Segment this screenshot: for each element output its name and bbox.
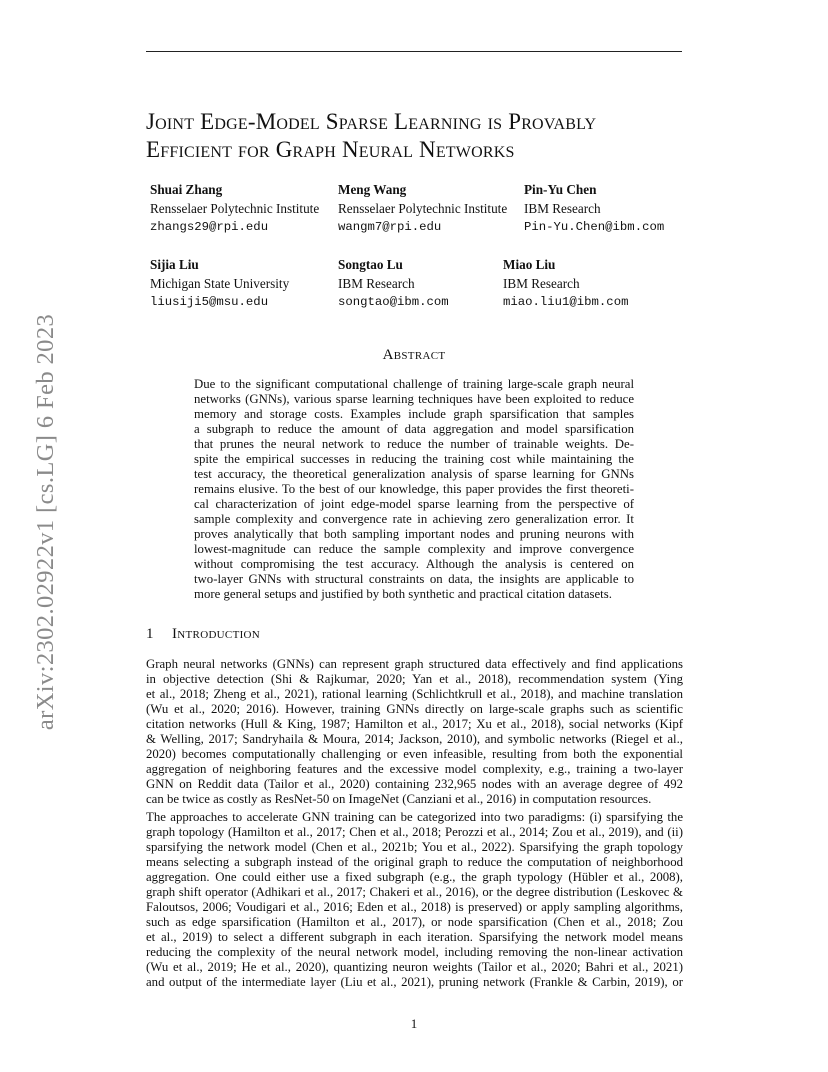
page-number: 1 — [410, 1016, 418, 1031]
paragraph-line: and output of the intermediate layer (Liu et al., 2021), pruning network (Frankle & Carbin, 2019), or — [146, 975, 683, 989]
abstract-body — [194, 377, 634, 602]
author-affiliation: IBM Research — [503, 275, 580, 291]
abstract-heading: Abstract — [382, 347, 446, 363]
intro-paragraph-2 — [146, 810, 683, 990]
abstract-line: lowest-magnitude can reduce the sample complexity and improve convergence — [194, 542, 634, 556]
author-name: Meng Wang — [338, 182, 407, 197]
paragraph-line: citation networks (Hull & King, 1987; Hamilton et al., 2017; Xu et al., 2018), social networks (Kipf — [146, 717, 683, 731]
paragraph-line: et al., 2018; Zheng et al., 2021), rational learning (Schlichtkrull et al., 2018), and machine translation — [146, 687, 683, 701]
paragraph-line: & Welling, 2017; Sandryhaila & Moura, 2014; Jackson, 2010), and symbolic networks (Riegel et al., — [146, 732, 683, 746]
section-heading — [146, 626, 260, 643]
author-affiliation: Rensselaer Polytechnic Institute — [150, 200, 320, 216]
paragraph-line: can be twice as costly as ResNet-50 on ImageNet (Canziani et al., 2016) in computation resources. — [146, 792, 652, 806]
paragraph-line: 2020) becomes computationally challenging or even infeasible, resulting from both the exponential — [146, 747, 683, 761]
paragraph-line: GNN on Reddit data (Tailor et al., 2020) containing 232,965 nodes with an average degree of 492 — [146, 777, 683, 791]
author-block — [524, 181, 664, 237]
paragraph-line: graph topology (Hamilton et al., 2017; Chen et al., 2018; Perozzi et al., 2014; Zou et al., 2019), and (ii) — [146, 825, 683, 839]
author-name: Sijia Liu — [150, 257, 199, 272]
paragraph-line: (Wu et al., 2020; 2016). However, training GNNs directly on large-scale graphs such as scientific — [146, 702, 683, 716]
abstract-line: two-layer GNNs with structural constraints on data, the insights are applicable to — [194, 572, 634, 586]
abstract-line: networks (GNNs), various sparse learning techniques have been exploited to reduce — [194, 392, 634, 406]
abstract-line: remains elusive. To the best of our knowledge, this paper provides the first theoreti- — [194, 482, 634, 496]
author-block — [338, 181, 507, 237]
abstract-line: memory and storage costs. Examples include graph sparsification that samples — [194, 407, 634, 421]
section-title: Introduction — [172, 626, 261, 642]
abstract-line: sample complexity and convergence rate in achieving zero generalization error. It — [194, 512, 634, 526]
paragraph-line: such as edge sparsification (Hamilton et al., 2017), or node sparsification (Chen et al., 2018; Zou — [146, 915, 683, 929]
author-email[interactable]: zhangs29@rpi.edu — [150, 220, 269, 234]
paper-title — [146, 108, 706, 164]
author-affiliation: Rensselaer Polytechnic Institute — [338, 200, 508, 216]
author-email[interactable]: wangm7@rpi.edu — [338, 220, 442, 234]
abstract-line: spite the empirical successes in reducing the training cost while maintaining the — [194, 452, 634, 466]
author-affiliation: IBM Research — [338, 275, 415, 291]
paragraph-line: graph shift operator (Adhikari et al., 2017; Chakeri et al., 2016), or the degree distribution (Leskovec & — [146, 885, 683, 899]
author-name: Miao Liu — [503, 257, 556, 272]
title-line: Joint Edge-Model Sparse Learning is Provably — [146, 109, 597, 134]
author-name: Pin-Yu Chen — [524, 182, 597, 197]
paragraph-line: reducing the complexity of the neural network model, including removing the non-linear activation — [146, 945, 683, 959]
paragraph-line: means selecting a subgraph instead of the original graph to reduce the computation of neighborhood — [146, 855, 683, 869]
author-email[interactable]: miao.liu1@ibm.com — [503, 295, 629, 309]
abstract-line: more general setups and justified by both synthetic and practical citation datasets. — [194, 587, 612, 601]
title-line: Efficient for Graph Neural Networks — [146, 137, 515, 162]
abstract-line: that prunes the neural network to reduce the number of trainable weights. De- — [194, 437, 634, 451]
author-block — [150, 181, 319, 237]
paragraph-line: Graph neural networks (GNNs) can represent graph structured data effectively and find applications — [146, 657, 683, 671]
author-name: Songtao Lu — [338, 257, 403, 272]
author-block — [338, 256, 449, 312]
author-affiliation: IBM Research — [524, 200, 601, 216]
paragraph-line: aggregation. One could either use a fixed subgraph (e.g., the graph typology (Hübler et al., 2008), — [146, 870, 683, 884]
author-block — [503, 256, 628, 312]
paragraph-line: et al., 2019) to select a different subgraph in each iteration. Sparsifying the network model means — [146, 930, 683, 944]
abstract-line: test accuracy, the theoretical generalization analysis of sparse learning for GNNs — [194, 467, 634, 481]
arxiv-stamp-text: arXiv:2302.02922v1 [cs.LG] 6 Feb 2023 — [32, 313, 59, 731]
paragraph-line: in objective detection (Shi & Rajkumar, 2020; Yan et al., 2018), recommendation system (Ying — [146, 672, 683, 686]
abstract-line: cal characterization of joint edge-model sparse learning from the perspective of — [194, 497, 634, 511]
author-block — [150, 256, 289, 312]
author-affiliation: Michigan State University — [150, 275, 290, 291]
abstract-line: a subgraph to reduce the amount of data aggregation and model sparsification — [194, 422, 634, 436]
abstract-line: Due to the significant computational challenge of training large-scale graph neural — [194, 377, 634, 391]
section-number: 1 — [146, 626, 154, 642]
author-email[interactable]: Pin-Yu.Chen@ibm.com — [524, 220, 665, 234]
abstract-line: without compromising the test accuracy. Although the analysis is centered on — [194, 557, 634, 571]
top-rule — [146, 51, 682, 52]
paragraph-line: Faloutsos, 2006; Voudigari et al., 2016; Eden et al., 2018) is preserved) or apply sampling algorithms, — [146, 900, 683, 914]
paragraph-line: The approaches to accelerate GNN training can be categorized into two paradigms: (i) sparsifying the — [146, 810, 683, 824]
paragraph-line: (Wu et al., 2019; He et al., 2020), quantizing neuron weights (Tailor et al., 2020; Bahri et al., 2021) — [146, 960, 683, 974]
author-email[interactable]: songtao@ibm.com — [338, 295, 449, 309]
author-email[interactable]: liusiji5@msu.edu — [150, 295, 269, 309]
paragraph-line: sparsifying the network model (Chen et al., 2021b; You et al., 2022). Sparsifying the graph topology — [146, 840, 683, 854]
abstract-line: proves analytically that both sampling important nodes and pruning neurons with — [194, 527, 634, 541]
author-name: Shuai Zhang — [150, 182, 223, 197]
intro-paragraph-1 — [146, 657, 683, 807]
paragraph-line: aggregation of neighboring features and the excessive model complexity, e.g., training a two-layer — [146, 762, 683, 776]
